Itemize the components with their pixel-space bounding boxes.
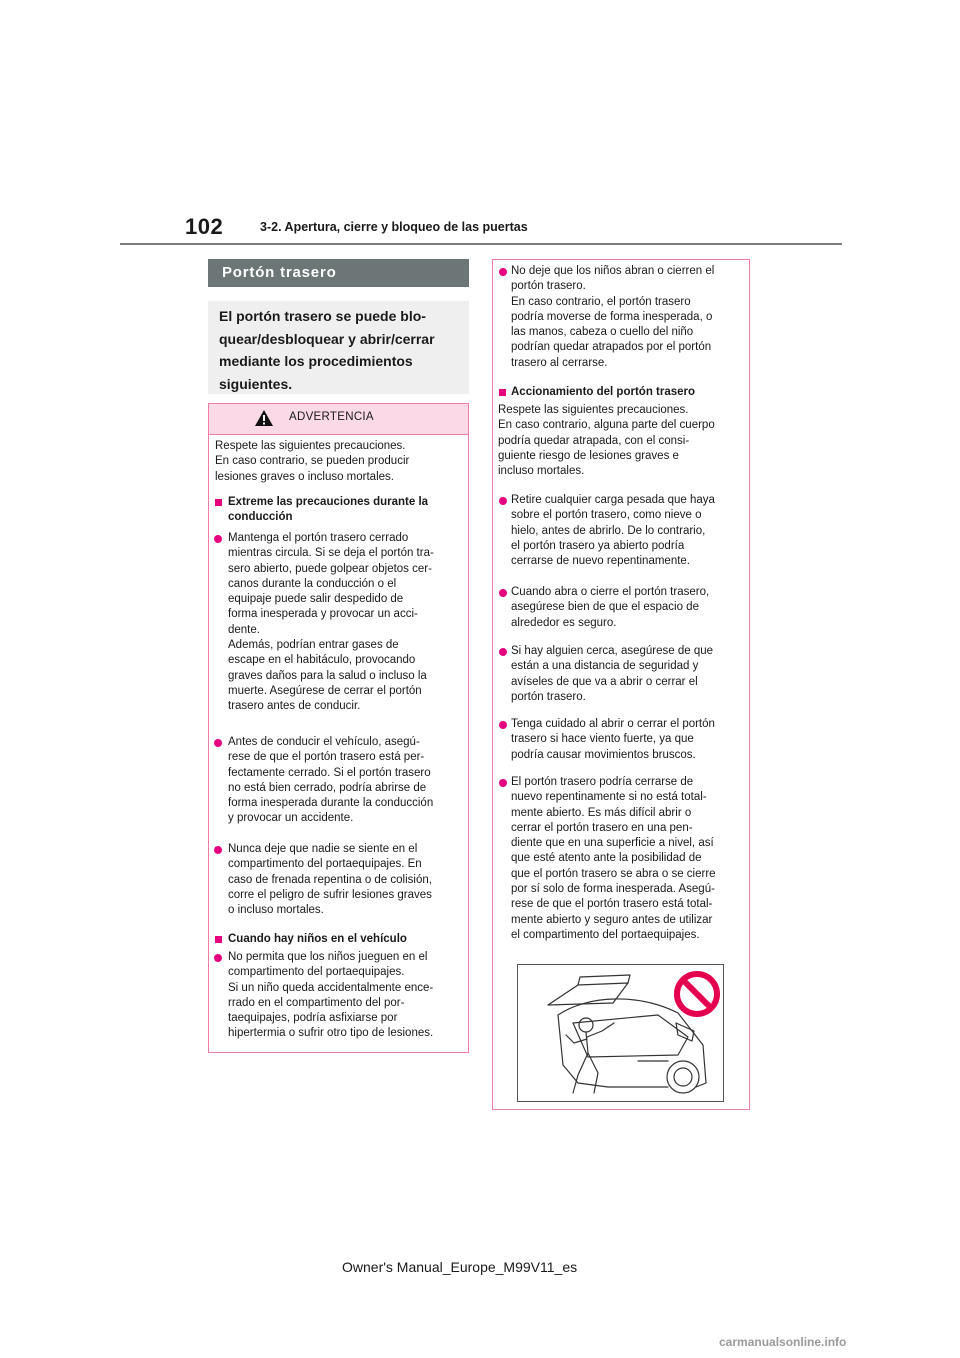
list-item (511, 644, 713, 705)
intro-line: siguientes. (219, 375, 293, 392)
text-line: rese de que el portón trasero está per- (228, 751, 425, 764)
text-line: En caso contrario, el portón trasero (511, 295, 691, 308)
text-line: sobre el portón trasero, como nieve o (511, 509, 702, 522)
text-line: incluso mortales. (498, 465, 585, 478)
round-bullet (214, 954, 222, 962)
prohibition-icon (673, 970, 721, 1018)
round-bullet (214, 739, 222, 747)
text-line: nuevo repentinamente si no está total- (511, 791, 707, 804)
footer-manual-id: Owner's Manual_Europe_M99V11_es (342, 1259, 578, 1275)
text-line: hielo, antes de abrirlo. De lo contrario, (511, 524, 706, 537)
round-bullet (499, 721, 507, 729)
subheading-operation: Accionamiento del portón trasero (511, 386, 696, 398)
page-number: 102 (185, 214, 224, 239)
text-line: el compartimento del portaequipajes. (511, 928, 700, 941)
header-divider (120, 243, 842, 245)
text-line: las manos, cabeza o cuello del niño (511, 326, 694, 339)
text-line: mente abierto. Es más difícil abrir o (511, 806, 692, 819)
text-line: Respete las siguientes precauciones. (498, 404, 689, 416)
chapter-title: 3-2. Apertura, cierre y bloqueo de las puertas (260, 220, 528, 234)
warning-title: ADVERTENCIA (289, 411, 374, 423)
text-line: por sí solo de forma inesperada. Asegú- (511, 883, 715, 896)
text-line: Respete las siguientes precauciones. (215, 440, 406, 452)
text-line: cerrar el portón trasero en una pen- (511, 821, 693, 834)
text-line: o incluso mortales. (228, 904, 324, 917)
text-line: mientras circula. Si se deja el portón tra- (228, 547, 434, 560)
tailgate-illustration (517, 964, 724, 1102)
list-item (228, 842, 432, 918)
subheading-children: Cuando hay niños en el vehículo (228, 933, 407, 945)
list-item (511, 717, 715, 763)
text-line: No permita que los niños jueguen en el (228, 951, 428, 963)
square-bullet (215, 936, 222, 943)
text-line: Retire cualquier carga pesada que haya (511, 494, 715, 506)
round-bullet (499, 779, 507, 787)
text-line: forma inesperada y provocar un acci- (228, 608, 418, 621)
text-line: graves daños para la salud o incluso la (228, 669, 427, 682)
text-line: Además, podrían entrar gases de (228, 639, 399, 652)
text-line: portón trasero. (511, 690, 586, 703)
round-bullet (214, 535, 222, 543)
round-bullet (499, 589, 507, 597)
round-bullet (499, 497, 507, 505)
text-line: podrían quedar atrapados por el portón (511, 341, 712, 354)
round-bullet (499, 648, 507, 656)
text-line: taequipajes, podría asfixiarse por (228, 1012, 398, 1025)
text-line: Extreme las precauciones durante la (228, 496, 429, 508)
text-line: escape en el habitáculo, provocando (228, 654, 416, 667)
square-bullet (499, 389, 506, 396)
list-item (511, 585, 709, 631)
list-item (228, 531, 434, 715)
warning-triangle-icon (254, 409, 274, 427)
text-line: el portón trasero ya abierto podría (511, 539, 685, 552)
round-bullet (214, 846, 222, 854)
warning-box-left (208, 403, 469, 1053)
intro-line: El portón trasero se puede blo- (219, 308, 426, 324)
text-line: Si un niño queda accidentalmente ence- (228, 981, 434, 994)
text-line: que el portón trasero se abra o se cierre (511, 867, 716, 880)
text-line: podría quedar atrapada, con el consi- (498, 434, 690, 447)
text-line: En caso contrario, se pueden producir (215, 455, 410, 468)
list-item (228, 735, 433, 827)
text-line: No deje que los niños abran o cierren el (511, 265, 715, 277)
text-line: compartimento del portaequipajes. En (228, 858, 422, 871)
text-line: guiente riesgo de lesiones graves e (498, 449, 679, 462)
text-line: alrededor es seguro. (511, 616, 617, 629)
text-line: Tenga cuidado al abrir o cerrar el portón (511, 718, 715, 730)
text-line: no está bien cerrado, podría abrirse de (228, 781, 427, 794)
list-item (511, 493, 715, 569)
text-line: muerte. Asegúrese de cerrar el portón (228, 684, 422, 697)
watermark[interactable]: carmanualsonline.info (719, 1335, 847, 1349)
text-line: rese de que el portón trasero está total- (511, 898, 713, 911)
text-line: Nunca deje que nadie se siente en el (228, 843, 418, 855)
text-line: rrado en el compartimento del por- (228, 996, 405, 1009)
text-line: trasero antes de conducir. (228, 700, 361, 713)
text-line: El portón trasero podría cerrarse de (511, 776, 694, 788)
text-line: sero abierto, puede golpear objetos cer- (228, 562, 432, 575)
list-item (511, 775, 716, 943)
text-line: dente. (228, 623, 260, 636)
round-bullet (499, 268, 507, 276)
text-line: fectamente cerrado. Si el portón trasero (228, 766, 431, 779)
text-line: avíseles de que va a abrir o cerrar el (511, 675, 698, 688)
text-line: Mantenga el portón trasero cerrado (228, 532, 409, 544)
text-line: están a una distancia de seguridad y (511, 660, 699, 673)
intro-line: mediante los procedimientos (219, 353, 413, 369)
text-line: conducción (228, 511, 293, 524)
list-item (511, 264, 714, 371)
text-line: forma inesperada durante la conducción (228, 797, 434, 810)
list-item (228, 950, 433, 1042)
text-line: corre el peligro de sufrir lesiones graves (228, 888, 432, 901)
text-line: asegúrese bien de que el espacio de (511, 601, 699, 614)
text-line: compartimento del portaequipajes. (228, 966, 405, 979)
text-line: Cuando abra o cierre el portón trasero, (511, 586, 710, 598)
operation-intro (498, 403, 715, 479)
intro-line: quear/desbloquear y abrir/cerrar (219, 330, 435, 347)
text-line: podría causar movimientos bruscos. (511, 748, 696, 761)
section-heading: Portón trasero (208, 259, 469, 287)
text-line: caso de frenada repentina o de colisión, (228, 873, 432, 886)
subheading-driving (228, 495, 428, 526)
text-line: podría moverse de forma inesperada, o (511, 310, 713, 323)
warning-intro (215, 439, 409, 485)
warning-header (209, 404, 468, 435)
text-line: que esté atento ante la posibilidad de (511, 852, 702, 865)
text-line: hipertermia o sufrir otro tipo de lesiones. (228, 1027, 434, 1040)
text-line: y provocar un accidente. (228, 812, 354, 825)
text-line: cerrarse de nuevo repentinamente. (511, 555, 690, 568)
text-line: trasero al cerrarse. (511, 356, 608, 369)
text-line: canos durante la conducción o el (228, 577, 397, 590)
text-line: Antes de conducir el vehículo, asegú- (228, 736, 420, 748)
text-line: lesiones graves o incluso mortales. (215, 470, 394, 483)
text-line: diente que en una superficie a nivel, así (511, 837, 714, 850)
text-line: portón trasero. (511, 280, 586, 293)
text-line: trasero si hace viento fuerte, ya que (511, 733, 694, 746)
intro-box (208, 301, 469, 394)
text-line: Si hay alguien cerca, asegúrese de que (511, 645, 714, 657)
text-line: mente abierto y seguro antes de utilizar (511, 913, 713, 926)
text-line: En caso contrario, alguna parte del cuerpo (498, 419, 715, 432)
text-line: equipaje puede salir despedido de (228, 593, 404, 606)
square-bullet (215, 499, 222, 506)
